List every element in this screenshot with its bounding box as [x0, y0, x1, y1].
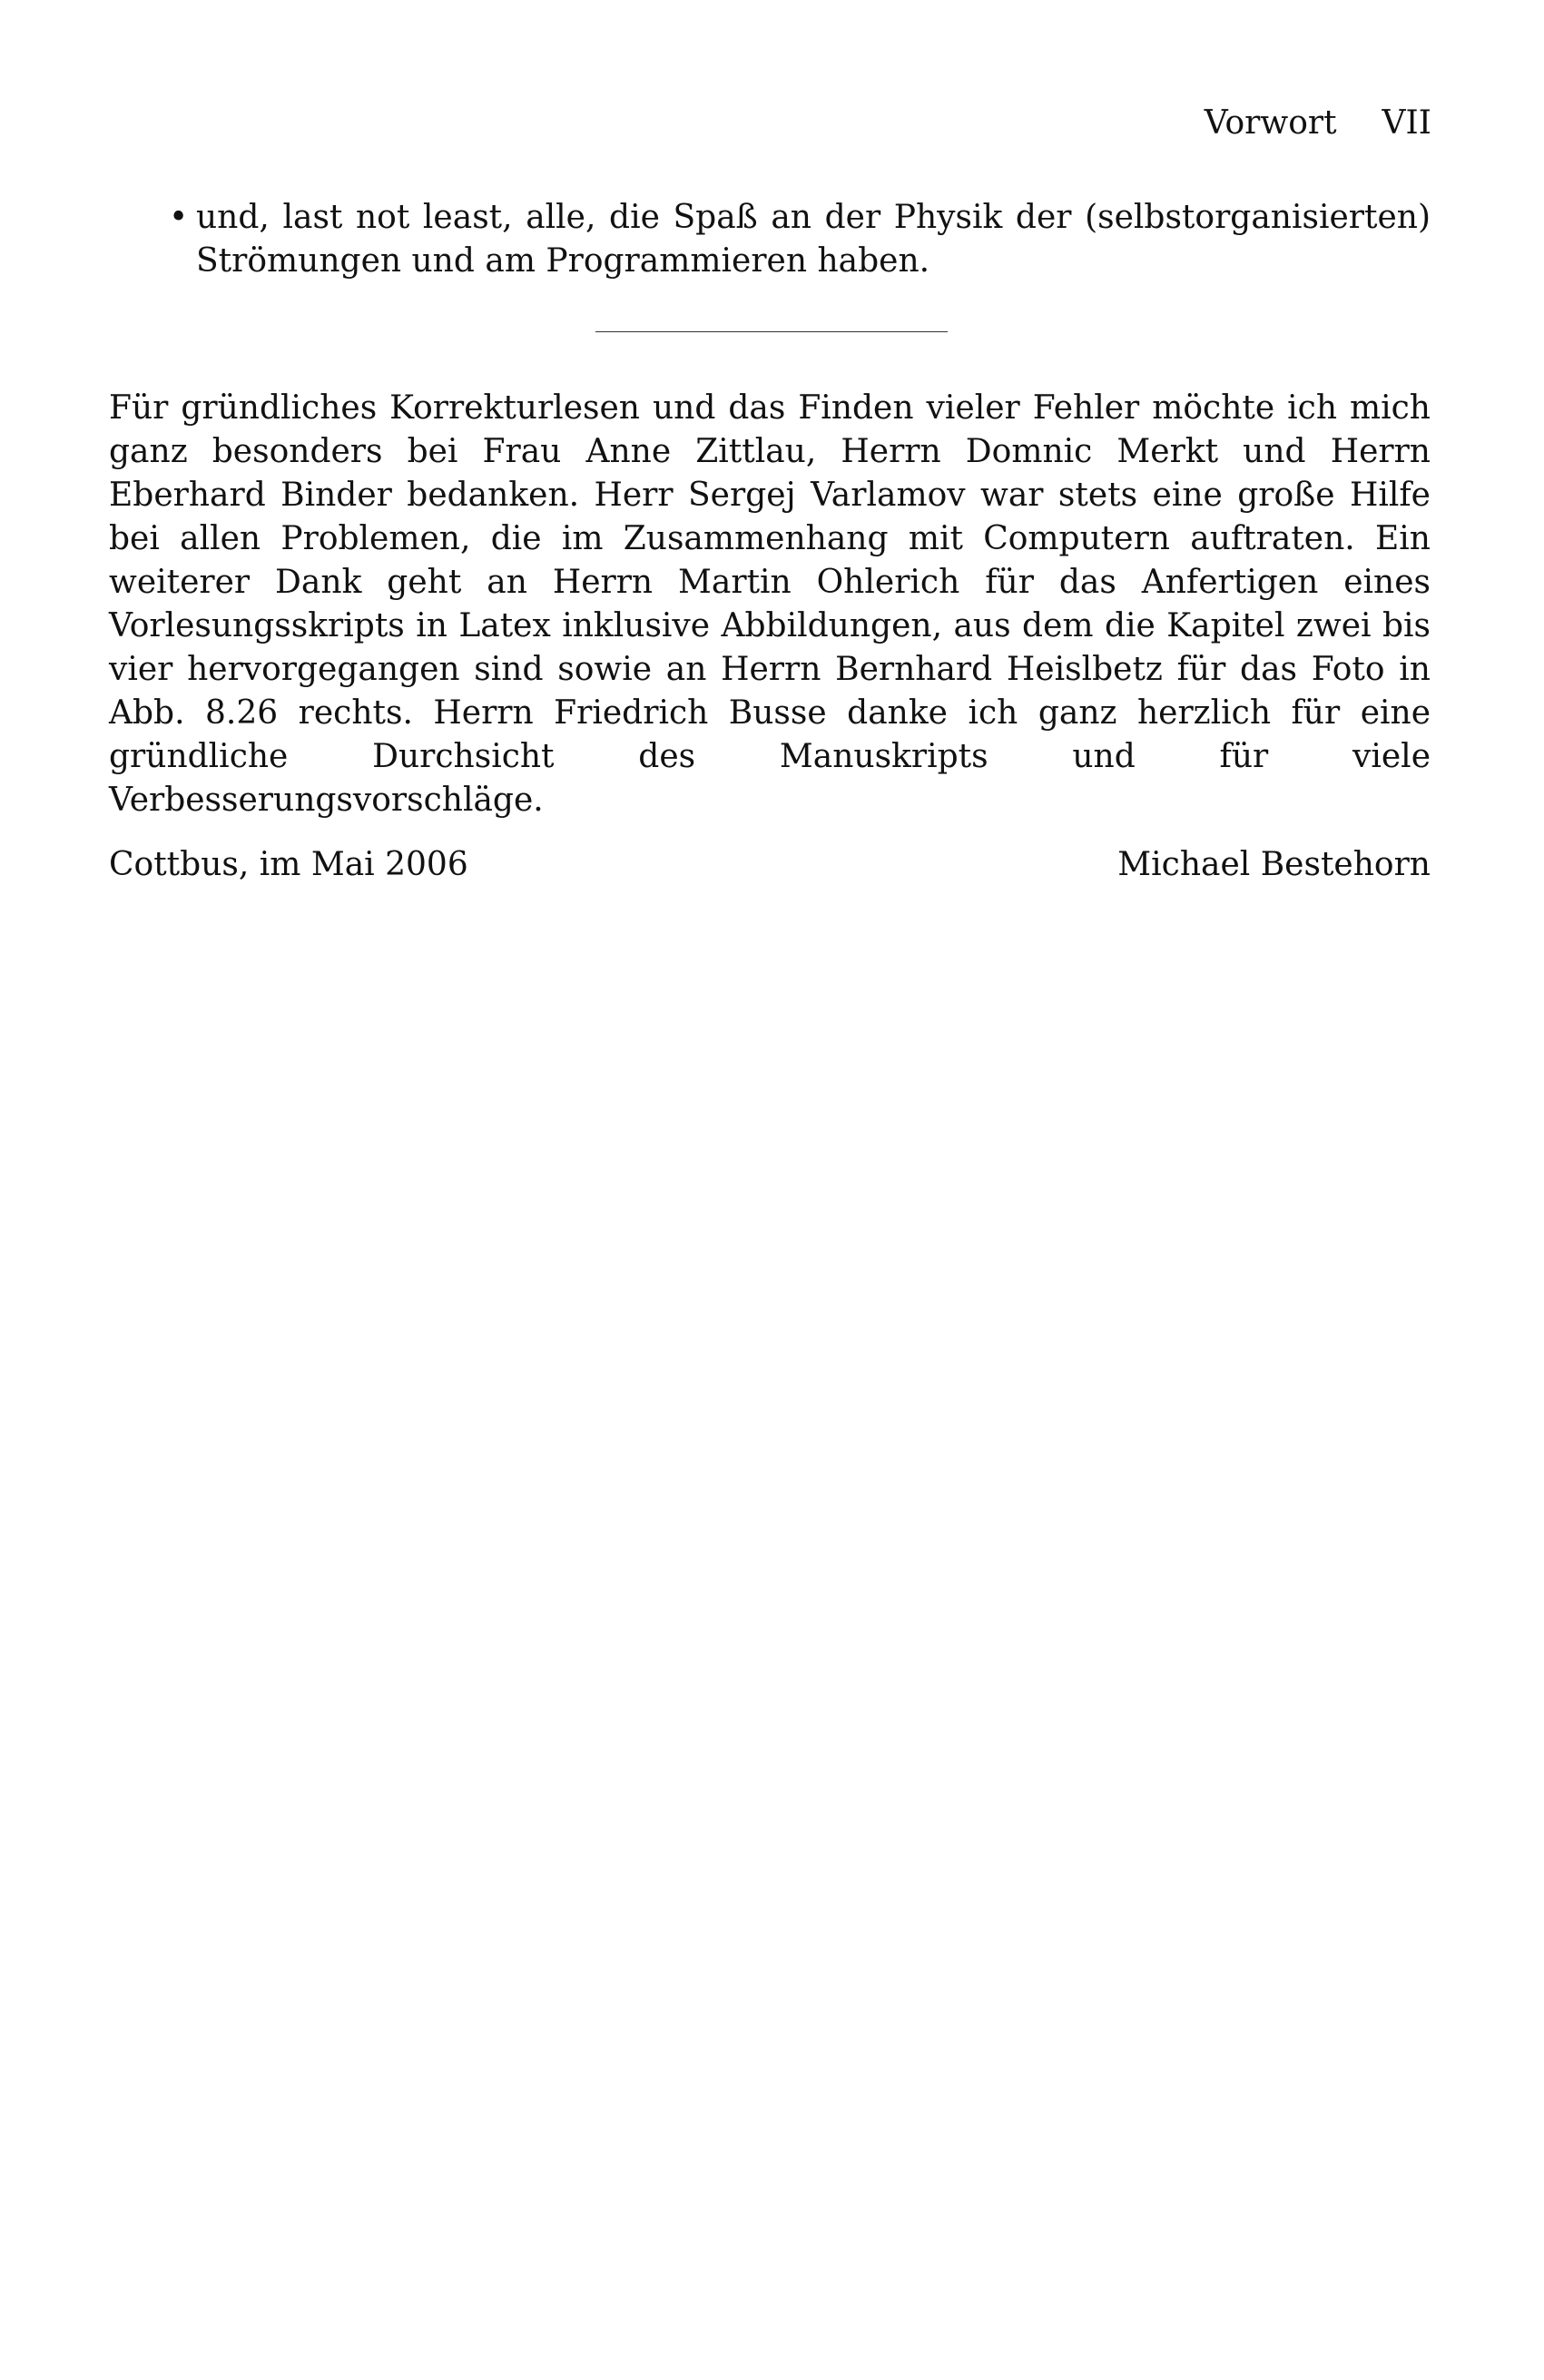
- page-number: VII: [1382, 104, 1431, 142]
- signoff: [109, 843, 1431, 887]
- running-head-title: Vorwort: [1204, 104, 1337, 142]
- section-separator: [595, 331, 948, 332]
- running-head: [1205, 102, 1431, 145]
- bullet-list-item: [109, 196, 1431, 283]
- acknowledgements-paragraph: Für gründliches Korrekturlesen und das Finden vieler Fehler möchte ich mich ganz besonders bei Frau Anne Zittlau, Herrn Domnic Merkt und Herrn Eberhard Binder bedanken. Herr Sergej Varlamov war stets eine große Hilfe bei allen Problemen, die im Zusammenhang mit Computern auftraten. Ein weiterer Dank geht an Herrn Martin Ohlerich für das Anfertigen eines Vorlesungsskripts in Latex inklusive Abbildungen, aus dem die Kapitel zwei bis vier hervorgegangen sind sowie an Herrn Bernhard Heislbetz für das Foto in Abb. 8.26 rechts. Herrn Friedrich Busse danke ich ganz herzlich für eine gründliche Durchsicht des Manuskripts und für viele Verbesserungsvorschläge.: [109, 389, 1431, 819]
- signoff-place-date: Cottbus, im Mai 2006: [109, 846, 468, 883]
- bullet-item-text: und, last not least, alle, die Spaß an der Physik der (selbstorganisierten) Strömungen und am Programmieren haben.: [196, 199, 1431, 280]
- signoff-author: Michael Bestehorn: [1117, 846, 1431, 883]
- bullet-icon: •: [169, 199, 189, 236]
